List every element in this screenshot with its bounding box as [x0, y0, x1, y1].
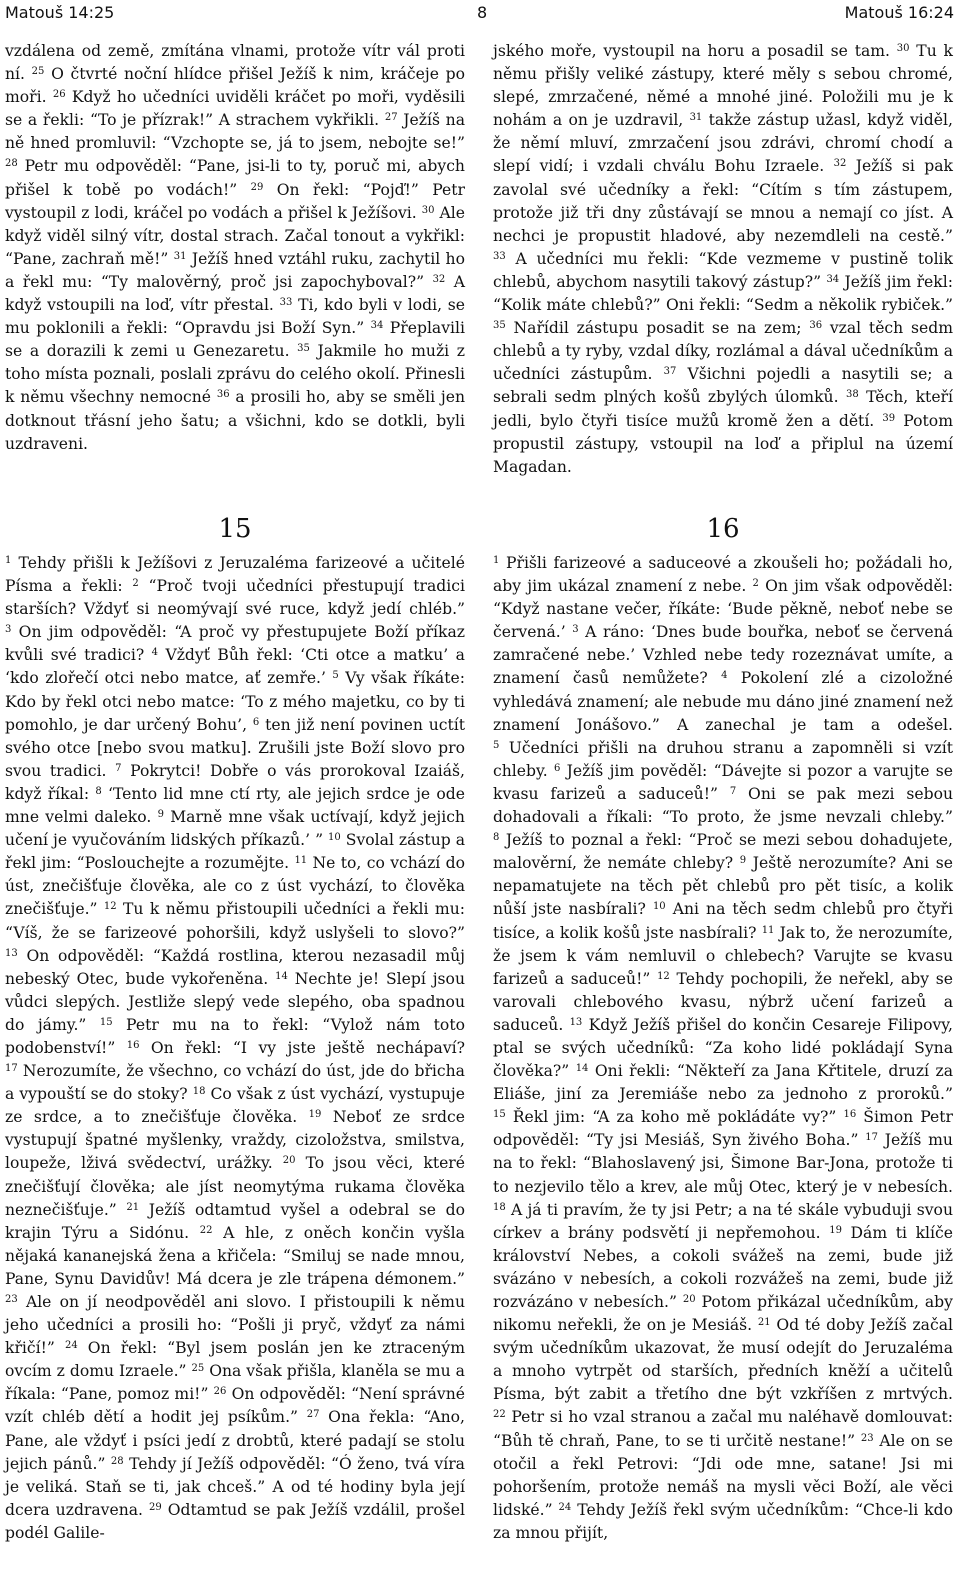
verse-number: 27: [306, 1409, 320, 1421]
verse-text: “Proč tvoji učedníci přestupují tradici starších? Vždyť si neomývají své ruce, když jedí chléb.”: [5, 577, 465, 619]
paragraph: [493, 552, 953, 1545]
verse-text: Pokolení zlé a cizoložné vyhledává znamení; ale nebude mu dáno jiné znamení než znamení Jonášovo.” A zanechal je tam a odešel.: [493, 669, 953, 734]
verse-number: 3: [572, 624, 579, 636]
verse-number: 18: [192, 1086, 206, 1098]
verse-number: 20: [282, 1155, 296, 1167]
verse-text: Potom propustil zástupy, vstoupil na loď a připlul na území Magadan.: [493, 411, 953, 476]
verse-text: Co však z úst vychází, vystupuje ze srdce, a to znečišťuje člověka.: [5, 1085, 465, 1127]
verse-text: On jim však odpověděl: “Když nastane večer, říkáte: ‘Bude pěkně, neboť nebe se červená.’: [493, 577, 953, 642]
verse-text: Nařídil zástupu posadit se na zem;: [513, 319, 802, 338]
verse-text: vzal těch sedm chlebů a ty ryby, vzdal díky, rozlámal a dával učedníkům a učedníci zástupům.: [493, 319, 953, 384]
verse-text: To jsou věci, které znečišťují člověka; ale jíst neomytýma rukama člověka neznečišťuje.”: [5, 1154, 465, 1219]
verse-number: 2: [752, 578, 759, 590]
verse-text: Potom přikázal učedníkům, aby nikomu neřekli, že on je Mesiáš.: [493, 1293, 953, 1335]
verse-number: 30: [421, 204, 435, 216]
verse-text: a prosili ho, aby se směli jen dotknout třásní jeho šatu; a všichni, kdo se dotkli, byli uzdraveni.: [5, 388, 465, 453]
verse-number: 21: [757, 1317, 771, 1329]
verse-text: Petr mu odpověděl: “Pane, jsi-li to ty, poruč mi, abych přišel k tobě po vodách!”: [5, 157, 465, 199]
verse-text: Tu k němu přišly veliké zástupy, které měly s sebou chromé, slepé, zmrzačené, němé a mnohé jiné. Položili mu je k nohám a on je uzdravil,: [493, 42, 953, 130]
verse-text: Tehdy přišli k Ježíšovi z Jeruzaléma farizeové a učitelé Písma a řekli:: [5, 554, 465, 596]
verse-number: 9: [157, 809, 164, 821]
verse-text: Ježíš jim pověděl: “Dávejte si pozor a varujte se kvasu farizeů a saduceů!”: [493, 761, 953, 803]
verse-number: 8: [493, 832, 500, 844]
verse-number: 33: [493, 250, 506, 262]
verse-text: Ježíš jim řekl: “Kolik máte chlebů?” Oni řekli: “Sedm a několik rybiček.”: [493, 272, 953, 315]
verse-number: 14: [575, 1063, 589, 1075]
verse-number: 29: [149, 1501, 162, 1513]
verse-number: 39: [882, 412, 896, 424]
verse-text: Jakmile ho muži z toho místa poznali, poslali zprávu do celého okolí. Přinesli k němu všechny nemocné: [5, 342, 465, 407]
verse-number: 7: [729, 785, 737, 797]
verse-text: A učedníci mu řekli: “Kde vezmeme v pustině tolik chlebů, abychom nasytili takový zástup?”: [493, 249, 953, 291]
verse-number: 12: [657, 970, 670, 982]
verse-number: 4: [151, 647, 159, 659]
verse-number: 32: [432, 273, 446, 285]
verse-number: 8: [95, 785, 102, 797]
verse-number: 34: [370, 320, 384, 332]
verse-text: Řekl jim: “A za koho mě pokládáte vy?”: [512, 1108, 837, 1127]
verse-text: ten již není povinen uctít svého otce [nebo svou matku]. Zrušili jste Boží slovo pro svou tradici.: [5, 715, 465, 780]
verse-text: On řekl: “Byl jsem poslán jen ke ztraceným ovcím z domu Izraele.”: [5, 1339, 465, 1381]
verse-number: 23: [5, 1294, 18, 1305]
verse-number: 1: [5, 555, 12, 566]
verse-text: Odtamtud se pak Ježíš vzdálil, prošel podél Galile-: [5, 1500, 465, 1542]
running-head-left: Matouš 14:25: [5, 3, 115, 22]
verse-text: vzdálena od země, zmítána vlnami, protože vítr vál proti ní.: [5, 42, 465, 84]
verse-text: Tehdy pochopili, že neřekl, aby se varovali chlebového kvasu, nýbrž učení farizeů a saduceů.: [493, 969, 953, 1034]
verse-text: Ti, kdo byli v lodi, se mu poklonili a řekli: “Opravdu jsi Boží Syn.”: [5, 296, 465, 338]
verse-number: 23: [860, 1432, 874, 1444]
verse-number: 11: [294, 855, 308, 867]
verse-number: 19: [829, 1224, 842, 1236]
verse-number: 13: [569, 1016, 583, 1028]
verse-number: 10: [328, 832, 341, 844]
verse-text: Ještě nerozumíte? Ani se nepamatujete na těch pět chlebů pro pět tisíc, a kolik nůší jste nasbírali?: [493, 854, 953, 919]
verse-text: Ale když viděl silný vítr, dostal strach. Začal tonout a vykřikl: “Pane, zachraň mě!”: [5, 203, 465, 268]
page-header: [5, 2, 954, 26]
verse-text: Ježíš hned vztáhl ruku, zachytil ho a řekl mu: “Ty malověrný, proč jsi zapochyboval?”: [5, 249, 465, 291]
running-head-right: Matouš 16:24: [844, 3, 954, 22]
verse-number: 1: [493, 555, 500, 566]
verse-number: 9: [739, 855, 747, 867]
verse-text: jského moře, vystoupil na horu a posadil se tam.: [493, 42, 890, 60]
verse-number: 16: [843, 1109, 857, 1121]
verse-number: 32: [833, 158, 847, 170]
verse-number: 10: [652, 901, 666, 913]
verse-text: A hle, z oněch končin vyšla nějaká kananejská žena a křičela: “Smiluj se nade mnou, Pane, Synu Davidův! Má dcera je zle trápena démonem.”: [5, 1223, 465, 1288]
verse-text: Oni se pak mezi sebou dohadovali a říkali: “To proto, že jsme nevzali chleby.”: [493, 784, 953, 827]
verse-text: Ježíš si pak zavolal své učedníky a řekl: “Cítím s tím zástupem, protože již tři dny zůstávají se mnou a nemají co jíst. A nechci je propustit hladové, aby nezemdleli na cestě.”: [493, 157, 953, 245]
verse-number: 27: [384, 112, 398, 124]
verse-number: 24: [558, 1501, 572, 1513]
verse-text: Ale on se otočil a řekl Petrovi: “Jdi ode mne, satane! Jsi mi pohoršením, protože nemáš na mysli věci Boží, ale věci lidské.”: [493, 1431, 953, 1519]
verse-number: 35: [297, 343, 310, 355]
verse-number: 2: [132, 578, 139, 590]
verse-text: Pokrytci! Dobře o vás prorokoval Izaiáš, když říkal:: [5, 761, 465, 803]
verse-text: takže zástup užasl, když viděl, že němí mluví, zmrzačení jsou zdrávi, chromí chodí a slepí vidí; i vzdali chválu Bohu Izraele.: [493, 111, 953, 176]
paragraph: [493, 40, 953, 479]
verse-text: Od té doby Ježíš začal svým učedníkům ukazovat, že musí odejít do Jeruzaléma a mnoho vytrpět od starších, předních kněží a učitelů Písma, být zabit a třetího dne být vzkříšen z mrtvých.: [493, 1316, 953, 1404]
verse-text: Přišli farizeové a saduceové a zkoušeli ho; požádali ho, aby jim ukázal znamení z nebe.: [493, 554, 953, 596]
verse-text: A když vstoupili na loď, vítr přestal.: [5, 272, 466, 315]
verse-text: Těch, kteří jedli, bylo čtyři tisíce mužů kromě žen a dětí.: [493, 388, 953, 430]
column-bottom-right: [493, 552, 953, 1545]
verse-text: Tehdy jí Ježíš odpověděl: “Ó ženo, tvá víra je veliká. Staň se ti, jak chceš.” A od té hodiny byla její dcera uzdravena.: [5, 1454, 465, 1519]
verse-text: Ne to, co vchází do úst, znečišťuje člověka, ale co z úst vychází, to člověka znečišťuje.”: [5, 854, 466, 919]
verse-text: Ježíš mu na to řekl: “Blahoslavený jsi, Šimone Bar-Jona, protože ti to nezjevilo tělo a krev, ale můj Otec, který je v nebesích.: [493, 1131, 953, 1196]
verse-number: 14: [275, 970, 288, 982]
verse-text: Ježíš na ně hned promluvil: “Vzchopte se, já to jsem, nebojte se!”: [5, 111, 465, 153]
verse-number: 29: [250, 181, 264, 193]
verse-number: 4: [721, 670, 728, 682]
verse-number: 6: [252, 716, 260, 728]
verse-number: 38: [845, 389, 859, 401]
verse-number: 3: [5, 624, 12, 636]
verse-number: 6: [553, 762, 561, 774]
verse-text: Neboť ze srdce vystupují špatné myšlenky, vraždy, cizoložstva, smilstva, loupeže, lživá svědectví, urážky.: [5, 1108, 465, 1173]
verse-number: 25: [31, 66, 45, 78]
verse-number: 34: [826, 273, 840, 285]
verse-text: Ježíš to poznal a řekl: “Proč se mezi sebou dohadujete, malověrní, že nemáte chleby?: [493, 831, 953, 873]
verse-number: 15: [493, 1109, 506, 1121]
verse-text: Tu k němu přistoupili učedníci a řekli mu: “Víš, že se farizeové pohoršili, když uslyšeli to slovo?”: [5, 900, 465, 942]
paragraph: [5, 40, 465, 456]
verse-text: A ráno: ‘Dnes bude bouřka, neboť se červená zamračené nebe.’ Vzhled nebe tedy rozeznávat umíte, a znamení časů nemůžete?: [493, 623, 953, 688]
verse-text: Svolal zástup a řekl jim: “Poslouchejte a rozumějte.: [5, 831, 466, 873]
verse-text: Když ho učedníci uviděli kráčet po moři, vyděsili se a řekli: “To je přízrak!” A strachem vykřikli.: [5, 88, 465, 130]
verse-text: Ona řekla: “Ano, Pane, ale vždyť i psíci jedí z drobtů, které padají se stolu jejich pánů.”: [5, 1408, 465, 1473]
verse-number: 31: [173, 250, 187, 262]
verse-text: Dám ti klíče království Nebes, a cokoli svážeš na zemi, bude již svázáno v nebesích, a cokoli rozvážeš na zemi, bude již rozvázáno v nebesích.”: [493, 1223, 953, 1311]
verse-text: Šimon Petr odpověděl: “Ty jsi Mesiáš, Syn živého Boha.”: [493, 1108, 953, 1150]
column-bottom-left: [5, 552, 465, 1545]
verse-number: 28: [5, 158, 18, 170]
verse-text: On odpověděl: “Není správné vzít chléb dětí a hodit jej psíkům.”: [5, 1385, 465, 1427]
verse-text: Jak to, že nerozumíte, že jsem k vám nemluvil o chlebech? Varujte se kvasu farizeů a saduceů!”: [493, 923, 953, 988]
verse-number: 5: [332, 670, 339, 682]
chapter-number-16: 16: [706, 514, 740, 544]
verse-text: Nerozumíte, že všechno, co vchází do úst, jde do břicha a vypouští se do stoky?: [5, 1062, 465, 1104]
verse-number: 17: [865, 1132, 878, 1144]
verse-text: O čtvrté noční hlídce přišel Ježíš k nim, kráčeje po moři.: [5, 65, 465, 107]
verse-text: Učedníci přišli na druhou stranu a zapomněli si vzít chleby.: [493, 738, 953, 780]
verse-number: 16: [126, 1039, 140, 1051]
verse-number: 13: [5, 947, 18, 959]
verse-number: 19: [308, 1109, 322, 1121]
verse-text: Přeplavili se a dorazili k zemi u Genezaretu.: [5, 319, 465, 361]
verse-number: 35: [493, 320, 506, 332]
verse-text: Oni řekli: “Někteří za Jana Křtitele, druzí za Eliáše, jiní za Jeremiáše nebo za jednoho z proroků.”: [493, 1062, 953, 1104]
verse-text: A já ti pravím, že ty jsi Petr; a na té skále vybuduji svou církev a brány podsvětí ji nepřemohou.: [493, 1200, 953, 1242]
verse-text: Vy však říkáte: Kdo by řekl otci nebo matce: ‘To z mého majetku, co by ti pomohlo, je dar určený Bohu’,: [5, 669, 465, 734]
verse-number: 11: [761, 924, 775, 936]
verse-number: 21: [126, 1201, 140, 1213]
verse-text: Ona však přišla, klaněla se mu a říkala: “Pane, pomoz mi!”: [5, 1362, 465, 1404]
paragraph: [5, 552, 465, 1545]
verse-text: Petr si ho vzal stranou a začal mu naléhavě domlouvat: “Bůh tě chraň, Pane, to se ti určitě nestane!”: [493, 1408, 953, 1450]
verse-text: Všichni pojedli a nasytili se; a sebrali sedm plných košů zbylých úlomků.: [493, 365, 953, 407]
chapter-number-15: 15: [218, 514, 252, 544]
verse-text: Když Ježíš přišel do končin Cesareje Filipovy, ptal se svých učedníků: “Za koho lidé pokládají Syna člověka?”: [493, 1015, 953, 1081]
verse-text: Ani na těch sedm chlebů pro čtyři tisíce, a kolik košů jste nasbírali?: [493, 900, 953, 942]
verse-number: 24: [64, 1340, 78, 1352]
verse-number: 22: [493, 1409, 506, 1421]
verse-number: 15: [99, 1016, 113, 1028]
verse-text: On jim odpověděl: “A proč vy přestupujete Boží příkaz kvůli své tradici?: [5, 623, 465, 665]
verse-number: 12: [103, 901, 117, 913]
verse-number: 7: [115, 762, 122, 774]
verse-text: Vždyť Bůh řekl: ‘Cti otce a matku’ a ‘kdo zlořečí otci nebo matce, ať zemře.’: [5, 646, 465, 688]
verse-number: 26: [213, 1386, 227, 1398]
verse-number: 36: [216, 389, 230, 401]
verse-number: 20: [682, 1294, 696, 1305]
verse-number: 17: [5, 1063, 18, 1075]
verse-number: 31: [689, 112, 703, 124]
verse-text: Marně mne však uctívají, když jejich učení je vyučováním lidských příkazů.’ ”: [5, 808, 465, 850]
verse-number: 22: [199, 1224, 213, 1236]
verse-number: 18: [493, 1201, 506, 1213]
verse-number: 33: [279, 297, 293, 309]
verse-text: On odpověděl: “Každá rostlina, kterou nezasadil můj nebeský Otec, bude vykořeněna.: [5, 946, 465, 988]
verse-number: 28: [110, 1455, 124, 1467]
page-number: 8: [477, 3, 488, 22]
verse-text: ‘Tento lid mne ctí rty, ale jejich srdce je ode mne velmi daleko.: [5, 784, 465, 827]
verse-number: 25: [191, 1363, 205, 1375]
verse-number: 26: [52, 89, 66, 101]
verse-text: Nechte je! Slepí jsou vůdci slepých. Jestliže slepý vede slepého, oba spadnou do jámy.”: [5, 969, 465, 1034]
verse-text: On řekl: “I vy jste ještě nechápaví?: [150, 1038, 465, 1057]
column-top-left: [5, 40, 465, 456]
verse-number: 30: [896, 43, 910, 54]
verse-text: On řekl: “Pojď!” Petr vystoupil z lodi, kráčel po vodách a přišel k Ježíšovi.: [5, 180, 465, 222]
verse-number: 36: [809, 320, 823, 332]
verse-text: Tehdy Ježíš řekl svým učedníkům: “Chce-li kdo za mnou přijít,: [493, 1500, 953, 1542]
column-top-right: [493, 40, 953, 479]
verse-number: 5: [493, 739, 500, 751]
verse-text: Ježíš odtamtud vyšel a odebral se do krajin Týru a Sidónu.: [5, 1200, 465, 1242]
verse-text: Petr mu na to řekl: “Vylož nám toto podobenství!”: [5, 1015, 465, 1057]
verse-text: Ale on jí neodpověděl ani slovo. I přistoupili k němu jeho učedníci a prosili ho: “Pošli ji pryč, vždyť za námi křičí!”: [5, 1293, 465, 1358]
verse-number: 37: [663, 366, 677, 378]
